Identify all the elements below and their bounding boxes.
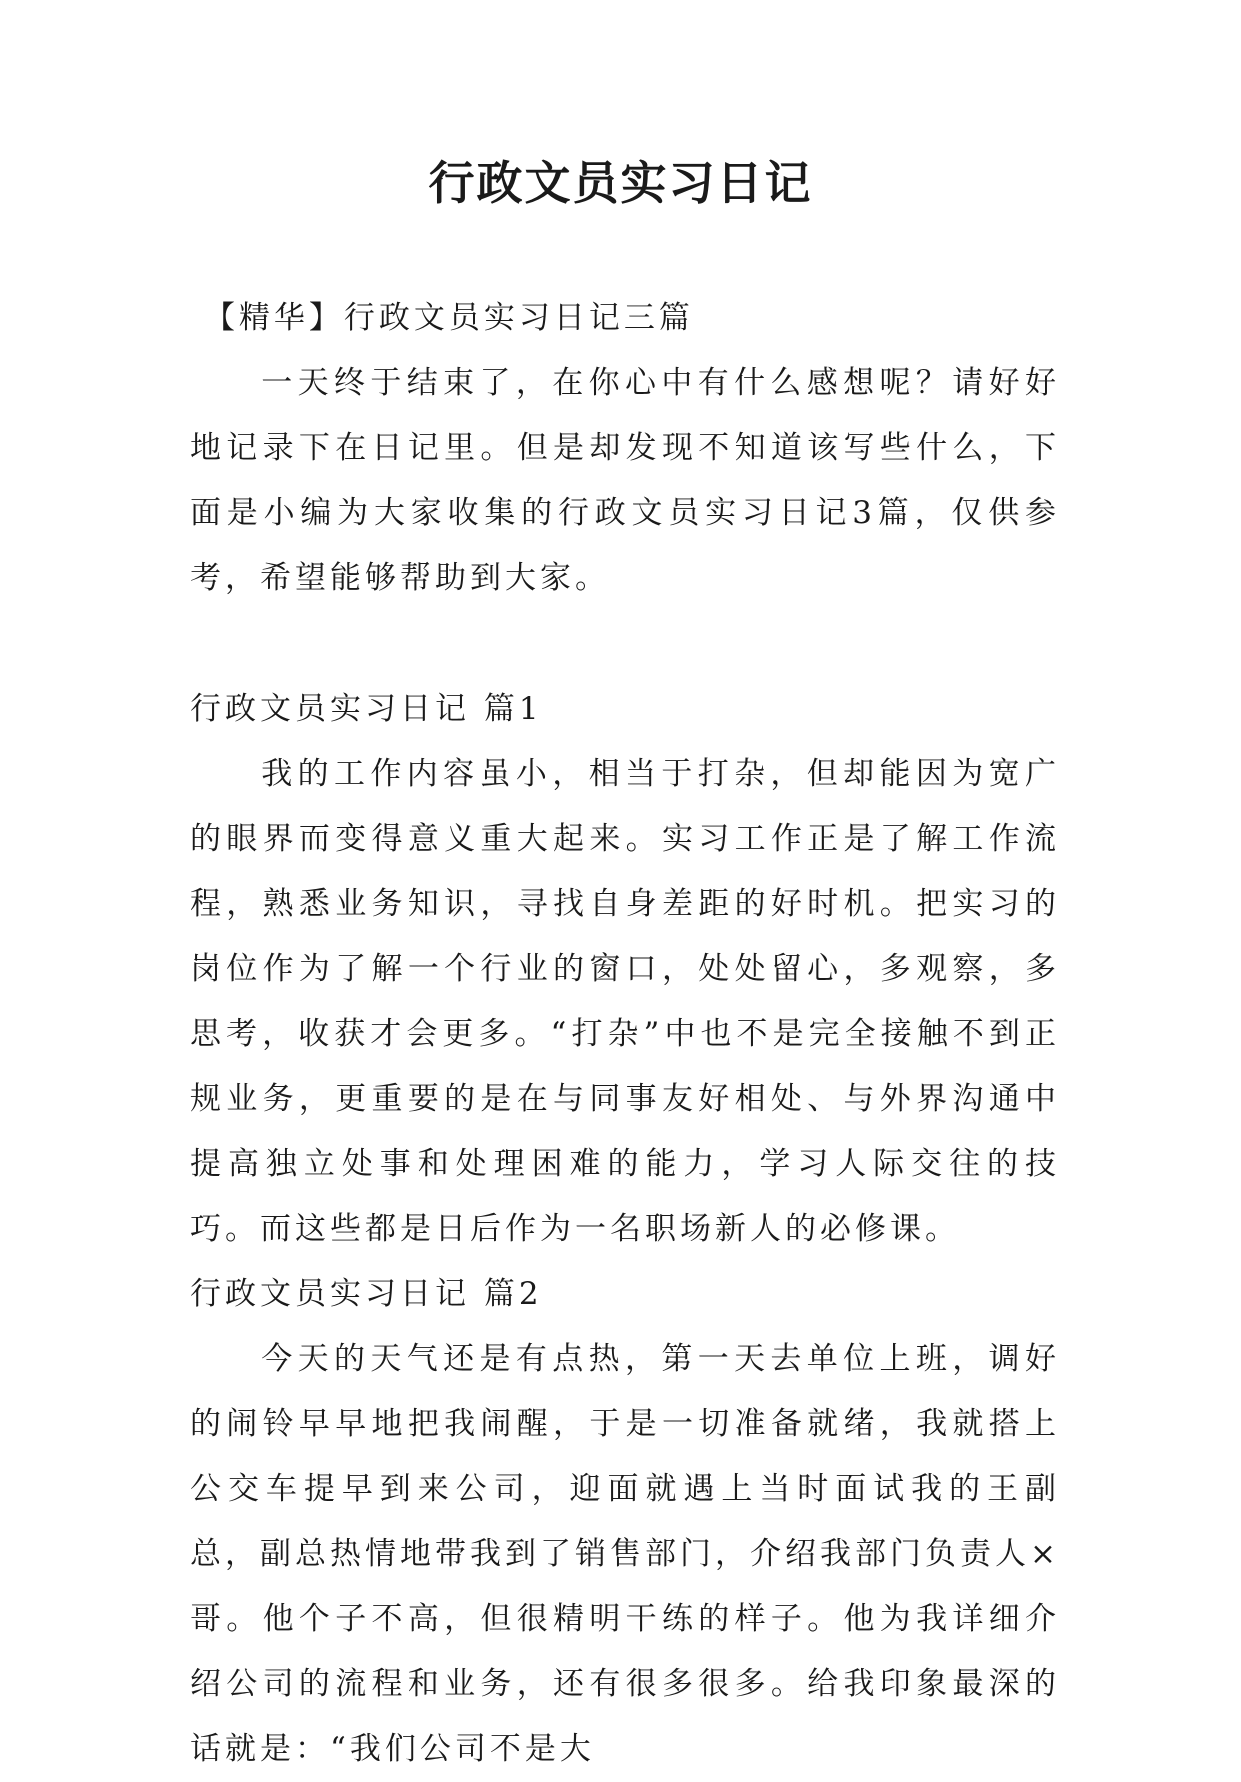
document-title: 行政文员实习日记 [428,156,813,210]
intro-paragraph: 一天终于结束了，在你心中有什么感想呢？请好好地记录下在日记里。但是却发现不知道该写些什么，下面是小编为大家收集的行政文员实习日记3篇，仅供参考，希望能够帮助到大家。 [190,365,1060,596]
document-subtitle: 【精华】行政文员实习日记三篇 [203,300,694,336]
document-body [190,286,1060,1782]
section-heading-1: 行政文员实习日记 篇1 [190,691,543,727]
section-heading-2: 行政文员实习日记 篇2 [190,1276,543,1312]
section-body-1: 我的工作内容虽小，相当于打杂，但却能因为宽广的眼界而变得意义重大起来。实习工作正是了解工作流程，熟悉业务知识，寻找自身差距的好时机。把实习的岗位作为了解一个行业的窗口，处处留心，多观察，多思考，收获才会更多。“打杂”中也不是完全接触不到正规业务，更重要的是在与同事友好相处、与外界沟通中提高独立处事和处理困难的能力，学习人际交往的技巧。而这些都是日后作为一名职场新人的必修课。 [190,756,1060,1247]
section-body-2: 今天的天气还是有点热，第一天去单位上班，调好的闹铃早早地把我闹醒，于是一切准备就绪，我就搭上公交车提早到来公司，迎面就遇上当时面试我的王副总，副总热情地带我到了销售部门，介绍我部门负责人×哥。他个子不高，但很精明干练的样子。他为我详细介绍公司的流程和业务，还有很多很多。给我印象最深的话就是：“我们公司不是大 [190,1341,1060,1767]
